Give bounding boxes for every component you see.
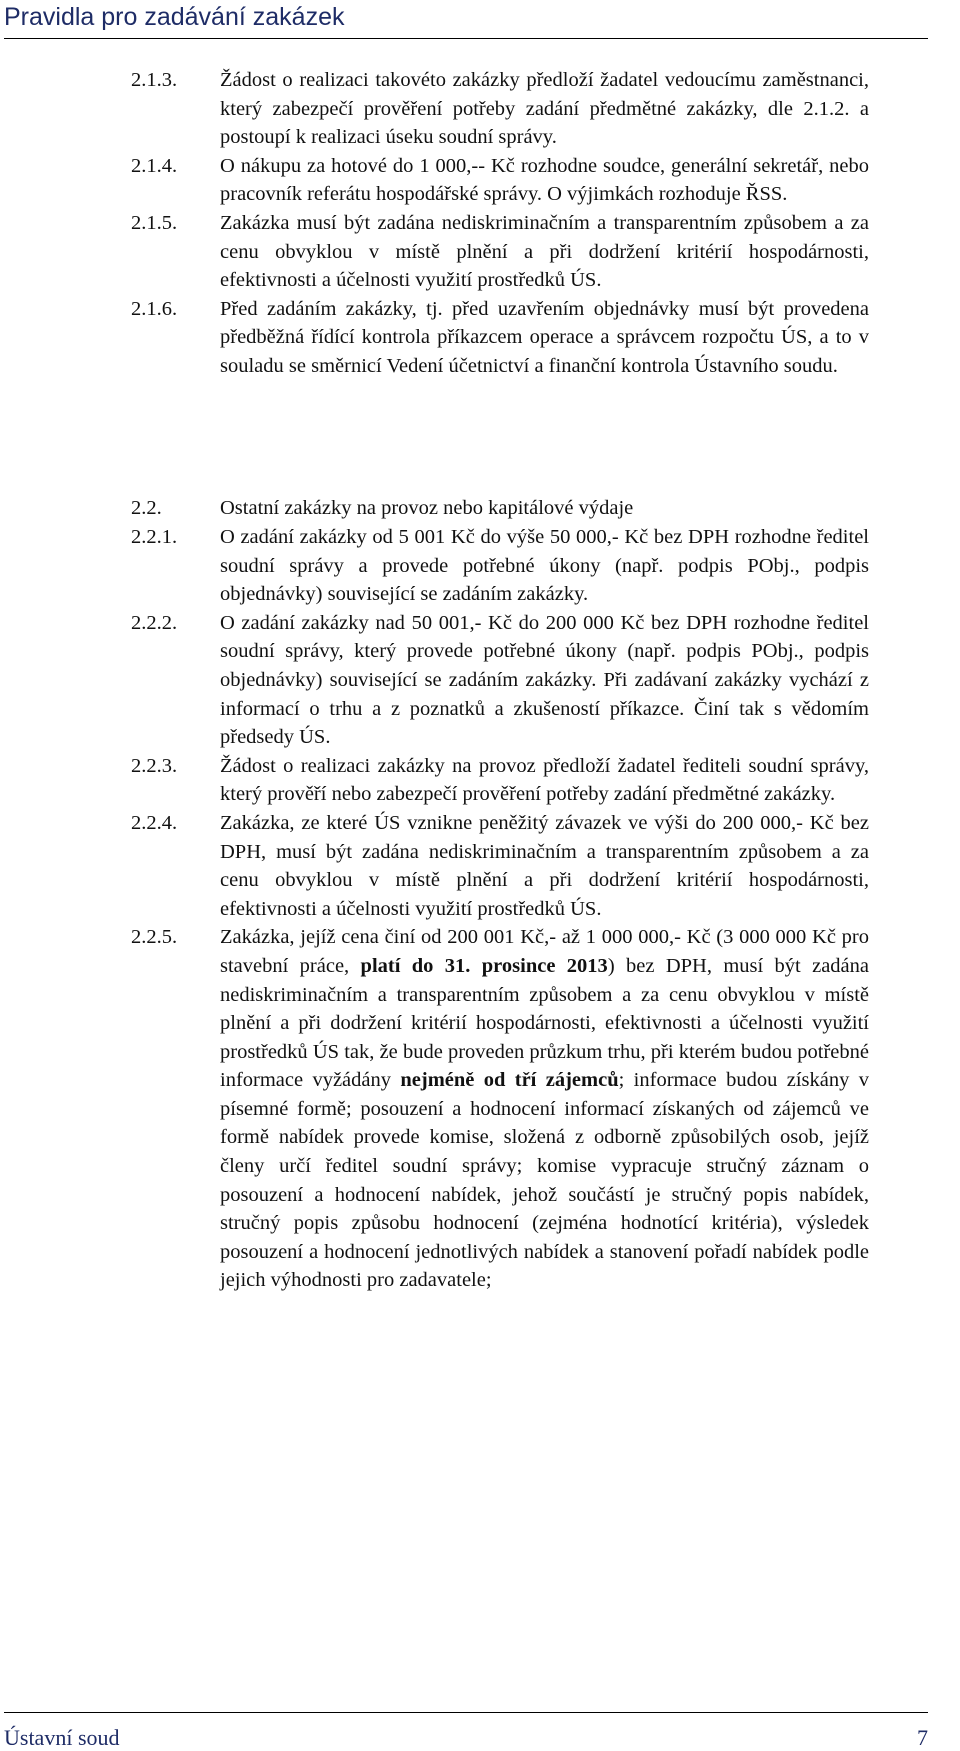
item-text: O zadání zakázky nad 50 001,- Kč do 200 000 Kč bez DPH rozhodne ředitel soudní správy, který provede potřebné úkony (např. podpis PObj., podpis objednávky) související se zadáním zakázky. Při zadávaní zakázky vychází z informací o trhu a z poznatků a zkušeností příkazce. Činí tak s vědomím předsedy ÚS. (220, 611, 869, 749)
page-footer (4, 1712, 928, 1750)
page-number: 7 (917, 1725, 928, 1750)
emphasis-date: platí do 31. prosince 2013 (360, 954, 608, 977)
item-number: 2.2.4. (131, 811, 178, 834)
item-number: 2.2.1. (131, 526, 178, 548)
item-text: Zakázka, ze které ÚS vznikne peněžitý závazek ve výši do 200 000,- Kč bez DPH, musí být zadána nediskriminačním a transparentním způsobem a za cenu obvyklou v místě plnění a při dodržení kritérií hospodárnosti, efektivnosti a účelnosti využití prostředků ÚS. (220, 811, 869, 920)
item-2-2-5 (131, 923, 869, 1295)
item-number: 2.1.6. (131, 297, 178, 320)
page-header (4, 2, 928, 39)
item-text: O nákupu za hotové do 1 000,-- Kč rozhodne soudce, generální sekretář, nebo pracovník referátu hospodářské správy. O výjimkách rozhoduje ŘSS. (220, 154, 869, 206)
text-part: ) bez DPH, musí být zadána nediskriminačním a transparentním způsobem a za cenu obvyklou v místě plnění a při dodržení kritérií hospodárnosti, efektivnosti a účelnosti využití prostředků ÚS tak, že bude proveden průzkum trhu, při kterém budou potřebné informace vyžádány (220, 954, 870, 1092)
item-number: 2.1.5. (131, 211, 178, 234)
item-text: O zadání zakázky od 5 001 Kč do výše 50 000,- Kč bez DPH rozhodne ředitel soudní správy a provede potřebné úkony (např. podpis PObj., podpis objednávky) související se zadáním zakázky. (220, 526, 869, 606)
item-number: 2.2.2. (131, 611, 178, 634)
item-2-2-3 (131, 752, 869, 809)
emphasis-bidders: nejméně od tří zájemců (400, 1069, 619, 1092)
item-2-2-1 (131, 523, 869, 609)
item-text: Žádost o realizaci zakázky na provoz předloží žadatel řediteli soudní správy, který prověří nebo zabezpečí prověření potřeby zadání předmětné zakázky. (220, 754, 869, 806)
item-number: 2.1.4. (131, 154, 178, 177)
item-number: 2.2.3. (131, 754, 178, 777)
item-2-2-2 (131, 609, 869, 752)
section-title: Ostatní zakázky na provoz nebo kapitálové výdaje (220, 497, 634, 519)
item-text (220, 923, 869, 1295)
text-part: ; informace budou získány v písemné formě; posouzení a hodnocení informací získaných od zájemců ve formě nabídek provede komise, složená z odborně způsobilých osob, jejíž členy určí ředitel soudní správy; komise vypracuje stručný záznam o posouzení a hodnocení nabídek, jehož součástí je stručný popis nabídek, stručný popis způsobu hodnocení (zejména hodnotící kritéria), výsledek posouzení a hodnocení jednotlivých nabídek a stanovení pořadí nabídek podle jejich výhodnosti pro zadavatele; (220, 1069, 869, 1292)
item-2-1-6 (131, 295, 869, 381)
item-2-2-4 (131, 809, 869, 923)
text-part: Zakázka, jejíž cena činí od 200 001 Kč,- až 1 000 000,- Kč (3 000 000 Kč pro stavební práce, (220, 926, 869, 977)
item-text: Před zadáním zakázky, tj. před uzavřením objednávky musí být provedena předběžná řídící kontrola příkazcem operace a správcem rozpočtu ÚS, a to v souladu se směrnicí Vedení účetnictví a finanční kontrola Ústavního soudu. (220, 297, 869, 377)
footer-institution: Ústavní soud (4, 1725, 120, 1750)
item-2-1-4 (131, 152, 869, 209)
item-number: 2.2.5. (131, 926, 178, 949)
section-2-2-heading (131, 494, 869, 524)
header-title: Pravidla pro zadávání zakázek (4, 3, 345, 31)
section-2-2 (131, 523, 869, 1295)
item-2-1-3 (131, 66, 869, 152)
item-text: Žádost o realizaci takovéto zakázky předloží žadatel vedoucímu zaměstnanci, který zabezpečí prověření potřeby zadání předmětné zakázky, dle 2.1.2. a postoupí k realizaci úseku soudní správy. (220, 69, 869, 149)
item-2-1-5 (131, 209, 869, 295)
section-number: 2.2. (131, 497, 162, 519)
item-text: Zakázka musí být zadána nediskriminačním a transparentním způsobem a za cenu obvyklou v místě plnění a při dodržení kritérií hospodárnosti, efektivnosti a účelnosti využití prostředků ÚS. (220, 211, 869, 292)
section-2-1 (131, 66, 869, 381)
item-number: 2.1.3. (131, 69, 178, 91)
